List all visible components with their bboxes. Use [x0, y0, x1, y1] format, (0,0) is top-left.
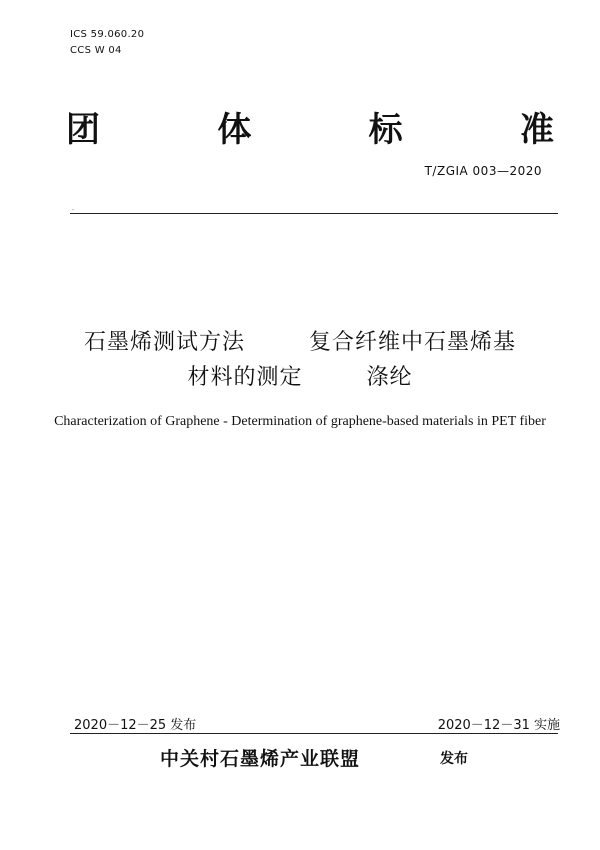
- publisher-name: 中关村石墨烯产业联盟: [160, 748, 361, 770]
- standard-type-heading: [66, 108, 554, 152]
- tiny-mark: -: [72, 206, 75, 213]
- standard-type-char: 体: [217, 110, 252, 150]
- bottom-divider: [70, 733, 558, 734]
- publish-label: 发布: [440, 751, 468, 767]
- ccs-code: CCS W 04: [70, 45, 122, 56]
- ics-code: ICS 59.060.20: [70, 29, 145, 40]
- issue-date: 2020－12－25 发布: [74, 718, 197, 733]
- title-chinese-line-2: 材料的测定 涤纶: [187, 365, 413, 390]
- top-divider: [70, 213, 558, 214]
- implementation-date: 2020－12－31 实施: [437, 718, 560, 733]
- standard-type-char: 准: [519, 110, 554, 150]
- standard-type-char: 标: [368, 110, 403, 150]
- title-english: Characterization of Graphene - Determination of graphene-based materials in PET fiber: [54, 414, 546, 429]
- standard-number: T/ZGIA 003—2020: [424, 164, 542, 178]
- standard-type-char: 团: [66, 110, 100, 150]
- title-chinese-line-1: 石墨烯测试方法 复合纤维中石墨烯基: [84, 330, 516, 355]
